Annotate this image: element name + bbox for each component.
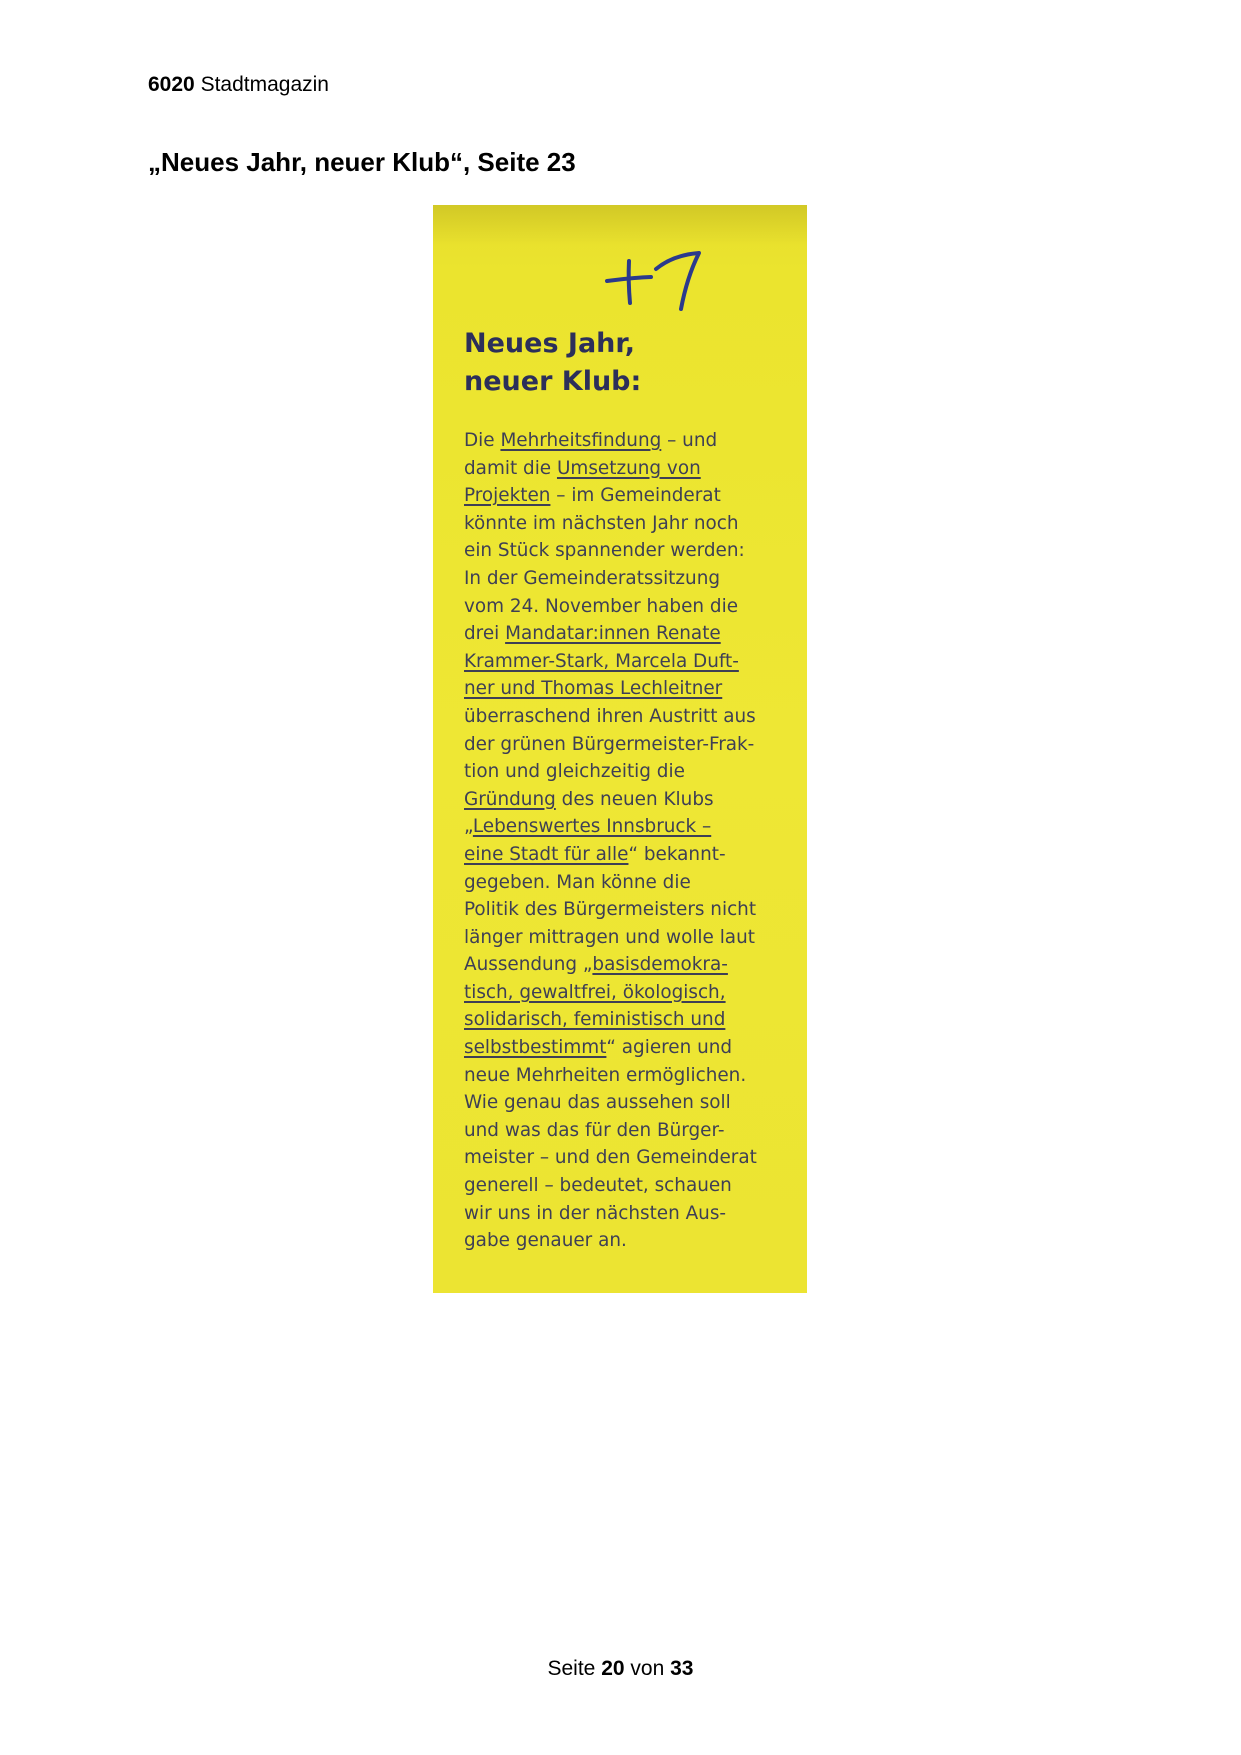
clipping-body-line	[464, 1034, 794, 1062]
article-title: „Neues Jahr, neuer Klub“, Seite 23	[148, 147, 576, 177]
underlined-phrase: Krammer-Stark, Marcela Duft-	[464, 650, 739, 672]
clipping-body-line	[464, 896, 794, 924]
clipping-body-line	[464, 758, 794, 786]
clipping-heading	[464, 325, 784, 401]
handwritten-plus-one-mark	[601, 247, 711, 317]
text-segment: drei	[464, 623, 506, 645]
text-segment: “ agieren und	[606, 1037, 733, 1059]
text-segment: Wie genau das aussehen soll	[464, 1092, 731, 1114]
clipping-body-line	[464, 841, 794, 869]
clipping-body-line	[464, 537, 794, 565]
clipping-body-line	[464, 813, 794, 841]
article-clipping	[433, 205, 807, 1293]
clipping-heading-line: Neues Jahr,	[464, 328, 636, 359]
text-segment: wir uns in der nächsten Aus-	[464, 1202, 727, 1224]
clipping-body-line	[464, 1117, 794, 1145]
clipping-body-line	[464, 979, 794, 1007]
text-segment: Die	[464, 430, 501, 451]
text-segment: könnte im nächsten Jahr noch	[464, 512, 739, 534]
clipping-body-line	[464, 1144, 794, 1172]
clipping-body-line	[464, 1227, 794, 1255]
underlined-phrase: selbstbestimmt	[464, 1037, 607, 1059]
clipping-body-line	[464, 427, 794, 455]
clipping-body-line	[464, 1006, 794, 1034]
text-segment: – und	[661, 430, 718, 451]
clipping-body-line	[464, 703, 794, 731]
text-segment: Politik des Bürgermeisters nicht	[464, 899, 757, 921]
clipping-body-line	[464, 620, 794, 648]
text-segment: meister – und den Gemeinderat	[464, 1147, 757, 1169]
clipping-body-line	[464, 924, 794, 952]
publication-name: Stadtmagazin	[200, 73, 329, 96]
clipping-body-line	[464, 1200, 794, 1228]
clipping-body-line	[464, 482, 794, 510]
underlined-phrase: Mehrheitsfindung	[500, 430, 662, 451]
page-number: 20	[601, 1657, 625, 1680]
text-segment: gegeben. Man könne die	[464, 871, 691, 893]
underlined-phrase: basisdemokra-	[592, 954, 728, 976]
underlined-phrase: Gründung	[464, 788, 556, 810]
text-segment: generell – bedeutet, schauen	[464, 1175, 732, 1197]
clipping-body-line	[464, 648, 794, 676]
underlined-phrase: Projekten	[464, 485, 551, 507]
text-segment: damit die	[464, 457, 557, 479]
clipping-body-line	[464, 1172, 794, 1200]
clipping-body	[464, 427, 794, 1255]
clipping-body-line	[464, 1062, 794, 1090]
clipping-shadow	[433, 205, 807, 245]
clipping-body-line	[464, 510, 794, 538]
page-footer	[0, 1656, 1241, 1682]
text-segment: gabe genauer an.	[464, 1230, 627, 1252]
publication-number: 6020	[148, 73, 195, 96]
underlined-phrase: Umsetzung von	[556, 457, 701, 479]
clipping-body-line	[464, 1089, 794, 1117]
clipping-body-line	[464, 951, 794, 979]
page-total: 33	[670, 1657, 694, 1680]
text-segment: länger mittragen und wolle laut	[464, 926, 755, 948]
underlined-phrase: solidarisch, feministisch und	[464, 1009, 726, 1031]
text-segment: – im Gemeinderat	[550, 485, 721, 507]
text-segment: “ bekannt-	[628, 843, 726, 865]
clipping-body-line	[464, 731, 794, 759]
text-segment: ein Stück spannender werden:	[464, 540, 745, 562]
page-label: Seite	[547, 1657, 596, 1680]
clipping-body-line	[464, 786, 794, 814]
text-segment: tion und gleichzeitig die	[464, 761, 685, 783]
text-segment: überraschend ihren Austritt aus	[464, 705, 756, 727]
clipping-body-line	[464, 869, 794, 897]
underlined-phrase: Mandatar:innen Renate	[505, 623, 721, 645]
text-segment: des neuen Klubs	[555, 788, 714, 810]
clipping-body-line	[464, 593, 794, 621]
underlined-phrase: ner und Thomas Lechleitner	[464, 678, 723, 700]
text-segment: der grünen Bürgermeister-Frak-	[464, 733, 755, 755]
text-segment: und was das für den Bürger-	[464, 1119, 725, 1141]
underlined-phrase: Lebenswertes Innsbruck –	[472, 816, 712, 838]
underlined-phrase: tisch, gewaltfrei, ökologisch,	[464, 981, 726, 1003]
text-segment: neue Mehrheiten ermöglichen.	[464, 1064, 747, 1086]
clipping-heading-line: neuer Klub:	[464, 366, 642, 397]
underlined-phrase: eine Stadt für alle	[464, 843, 629, 865]
clipping-body-line	[464, 565, 794, 593]
publication-header	[148, 72, 329, 98]
text-segment: vom 24. November haben die	[464, 595, 739, 617]
text-segment: „	[464, 816, 473, 838]
clipping-body-line	[464, 675, 794, 703]
clipping-body-line	[464, 455, 794, 483]
page-of-label: von	[630, 1657, 665, 1680]
text-segment: Aussendung „	[464, 954, 593, 976]
text-segment: In der Gemeinderatssitzung	[464, 567, 721, 589]
